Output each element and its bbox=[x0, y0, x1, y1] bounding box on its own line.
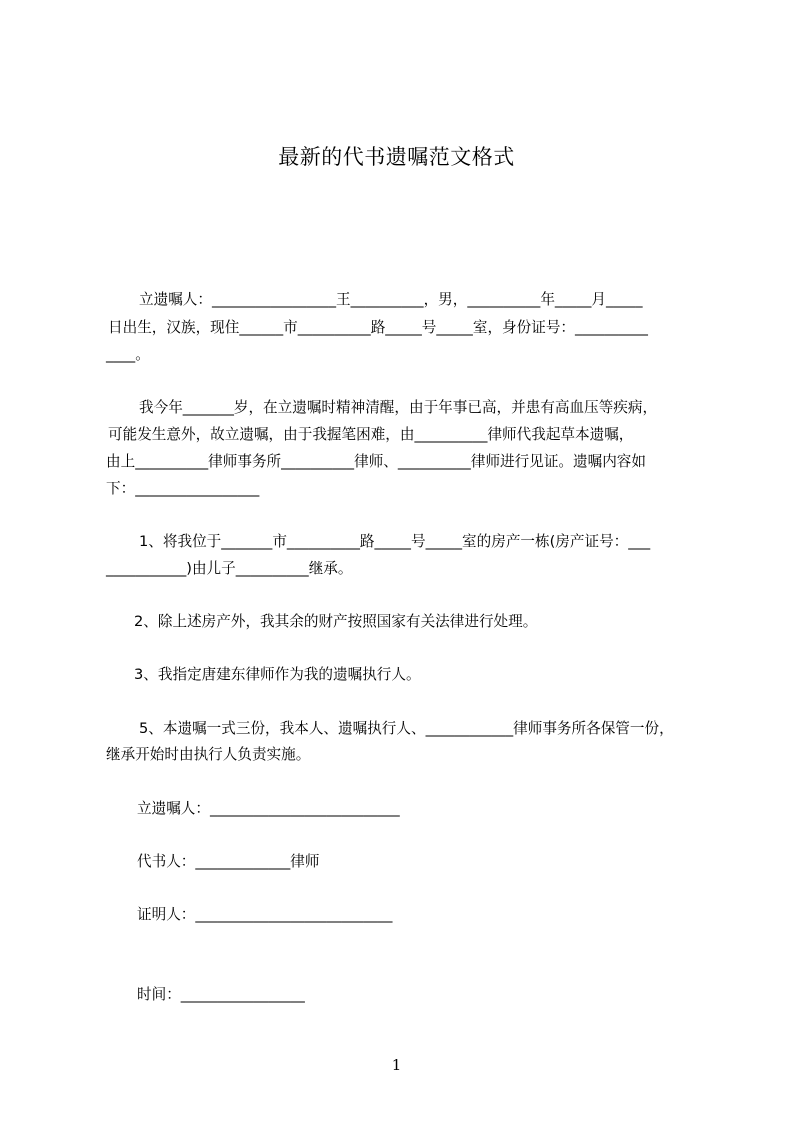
scribe-signature: 代书人：_____________律师 bbox=[137, 853, 320, 870]
clause-1-line-1: 1、将我位于_______市__________路_____号_____室的房产一栋(房产证号：___ bbox=[139, 533, 651, 550]
statement-line-1: 我今年_______岁，在立遗嘱时精神清醒，由于年事已高，并患有高血压等疾病， bbox=[139, 399, 658, 416]
clause-3: 3、我指定唐建东律师作为我的遗嘱执行人。 bbox=[134, 666, 421, 683]
statement-line-3: 由上__________律师事务所__________律师、__________律师进行见证。遗嘱内容如 bbox=[106, 453, 646, 470]
date-field: 时间：_________________ bbox=[137, 986, 305, 1003]
testator-signature: 立遗嘱人：__________________________ bbox=[137, 800, 400, 817]
statement-line-4: 下：_________________ bbox=[106, 480, 260, 497]
document-title: 最新的代书遗嘱范文格式 bbox=[278, 145, 515, 169]
testator-line-3: ____。 bbox=[106, 346, 150, 363]
clause-2: 2、除上述房产外，我其余的财产按照国家有关法律进行处理。 bbox=[134, 613, 538, 630]
clause-5-line-1: 5、本遗嘱一式三份，我本人、遗嘱执行人、____________律师事务所各保管一份， bbox=[139, 720, 674, 737]
clause-5-line-2: 继承开始时由执行人负责实施。 bbox=[106, 746, 311, 763]
testator-line-1: 立遗嘱人：_________________王__________，男，__________年_____月_____ bbox=[139, 291, 643, 308]
witness-signature: 证明人：___________________________ bbox=[137, 906, 393, 923]
statement-line-2: 可能发生意外，故立遗嘱，由于我握笔困难，由__________律师代我起草本遗嘱， bbox=[108, 426, 634, 443]
page-number: 1 bbox=[391, 1056, 402, 1074]
testator-line-2: 日出生，汉族，现住______市__________路_____号_____室，身份证号：__________ bbox=[108, 319, 648, 336]
clause-1-line-2: ___________)由儿子__________继承。 bbox=[106, 560, 353, 577]
